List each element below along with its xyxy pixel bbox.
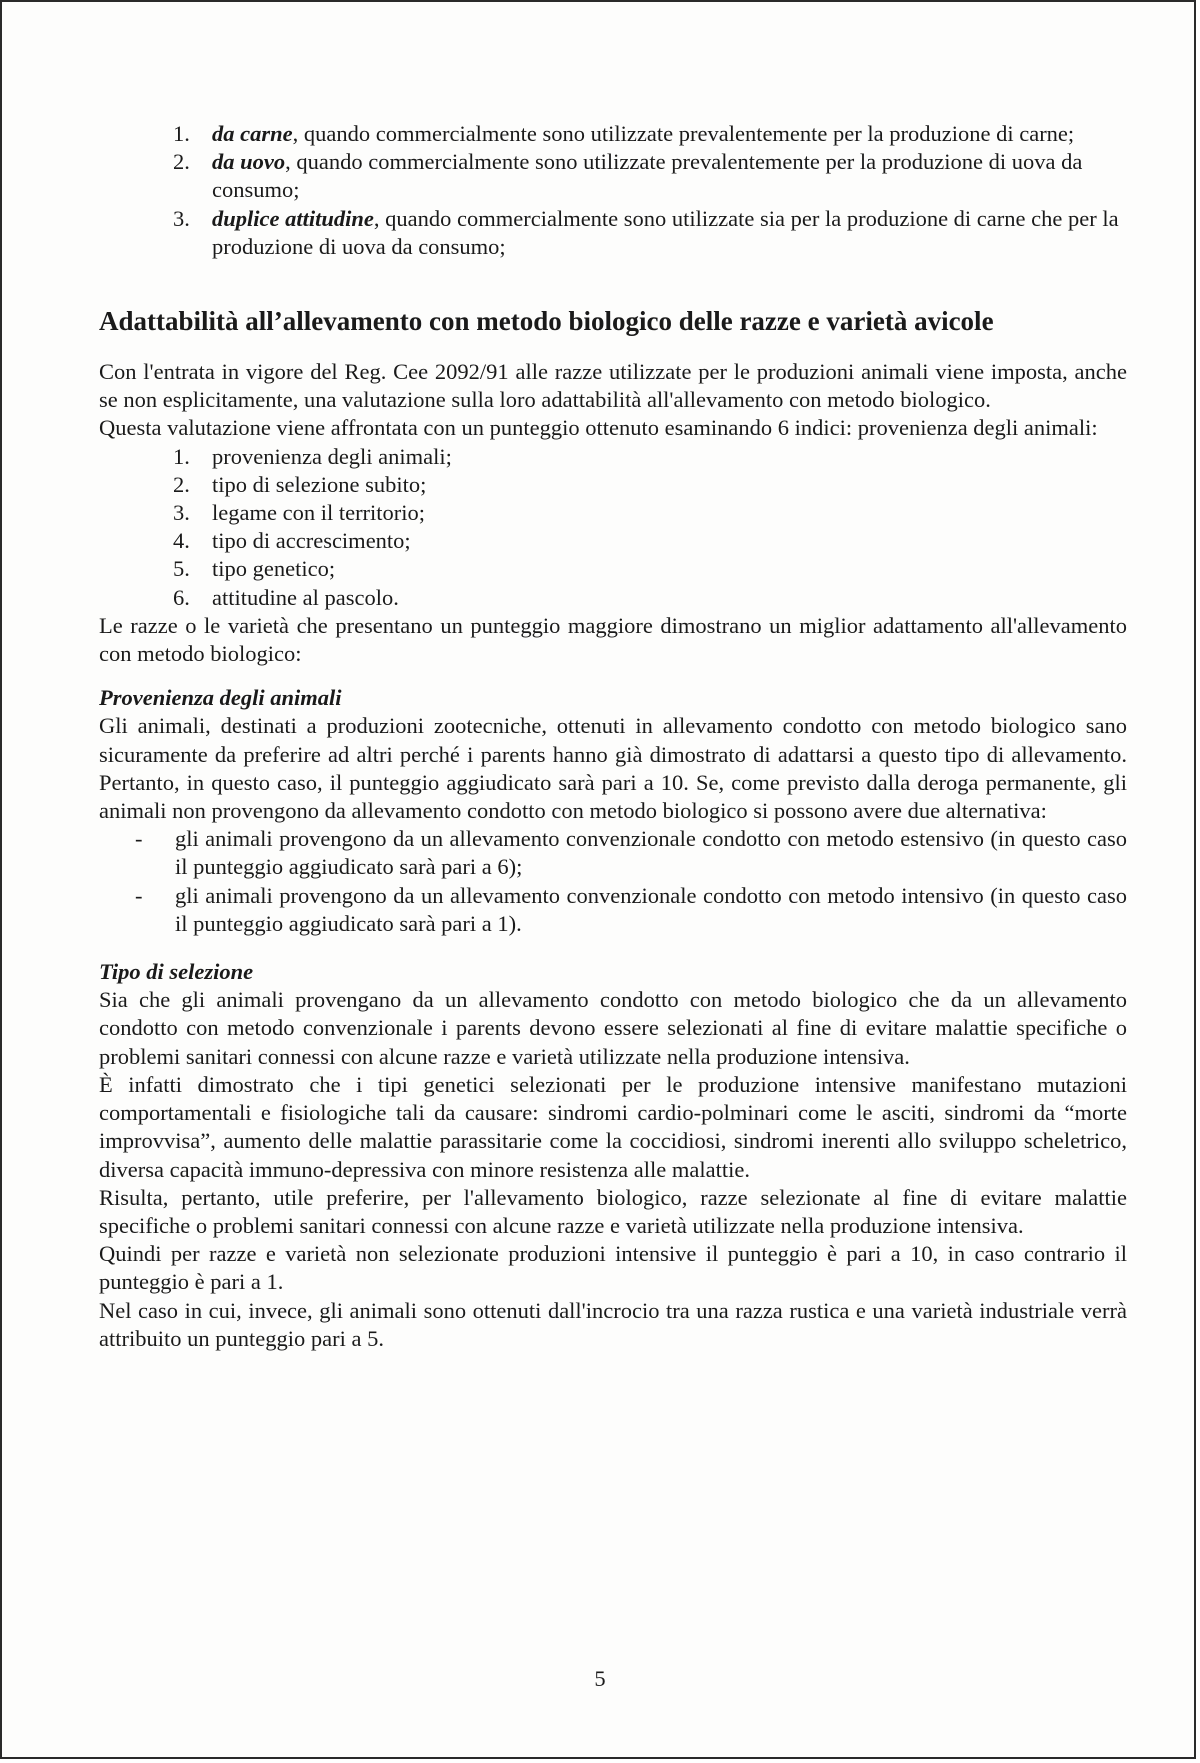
- list-text: , quando commercialmente sono utilizzate prevalentemente per la produzione di carne;: [292, 121, 1075, 146]
- list-item: [99, 555, 1127, 583]
- criteria-list: [99, 443, 1127, 612]
- list-number: 2.: [173, 471, 190, 497]
- subsection-title: Tipo di selezione: [99, 959, 254, 985]
- list-text: gli animali provengono da un allevamento convenzionale condotto con metodo estensivo (in questo caso il punteggio aggiudicato sarà pari a 6);: [175, 826, 1127, 880]
- attitude-list: [99, 120, 1127, 261]
- list-item: [99, 205, 1127, 261]
- paragraph: Nel caso in cui, invece, gli animali sono ottenuti dall'incrocio tra una razza rustica e una varietà industriale verrà attribuito un punteggio pari a 5.: [99, 1297, 1127, 1351]
- list-text: provenienza degli animali;: [212, 443, 452, 469]
- list-number: 6.: [173, 584, 190, 610]
- list-item: [99, 471, 1127, 499]
- list-number: 3.: [173, 500, 190, 526]
- list-item: [99, 882, 1127, 938]
- paragraph: Con l'entrata in vigore del Reg. Cee 2092/91 alle razze utilizzate per le produzioni animali viene imposta, anche se non esplicitamente, una valutazione sulla loro adattabilità all'allevamento con metodo biologico.: [99, 359, 1127, 413]
- list-number: 2.: [173, 149, 190, 175]
- list-text: , quando commercialmente sono utilizzate sia per la produzione di carne che per la produzione di uova da consumo;: [212, 205, 1119, 259]
- section-heading: Adattabilità all’allevamento con metodo biologico delle razze e varietà avicole: [99, 306, 994, 337]
- paragraph: Quindi per razze e varietà non selezionate produzioni intensive il punteggio è pari a 10, in caso contrario il punteggio è pari a 1.: [99, 1241, 1127, 1295]
- list-text: attitudine al pascolo.: [212, 584, 399, 610]
- dash-mark: -: [135, 882, 143, 908]
- dash-mark: -: [135, 826, 143, 852]
- list-term: duplice attitudine: [212, 205, 374, 231]
- list-number: 1.: [173, 121, 190, 146]
- list-text: tipo genetico;: [212, 556, 336, 582]
- paragraph: Questa valutazione viene affrontata con un punteggio ottenuto esaminando 6 indici: provenienza degli animali:: [99, 415, 1098, 441]
- page-content: [99, 120, 1127, 1353]
- page-number: 5: [594, 1666, 606, 1691]
- list-number: 5.: [173, 556, 190, 582]
- list-term: da carne: [212, 121, 293, 146]
- list-item: [99, 443, 1127, 471]
- paragraph: Sia che gli animali provengano da un allevamento condotto con metodo biologico che da un allevamento condotto con metodo convenzionale i parents devono essere selezionati al fine di evitare malattie specifiche o problemi sanitari connessi con alcune razze e varietà utilizzate nella produzione intensiva.: [99, 987, 1127, 1069]
- list-item: [99, 584, 1127, 612]
- list-text: , quando commercialmente sono utilizzate prevalentemente per la produzione di uova da consumo;: [212, 149, 1083, 203]
- list-text: gli animali provengono da un allevamento convenzionale condotto con metodo intensivo (in questo caso il punteggio aggiudicato sarà pari a 1).: [175, 882, 1127, 936]
- paragraph: Risulta, pertanto, utile preferire, per l'allevamento biologico, razze selezionate al fine di evitare malattie specifiche o problemi sanitari connessi con alcune razze e varietà utilizzate nella produzione intensiva.: [99, 1184, 1127, 1238]
- list-text: tipo di accrescimento;: [212, 528, 411, 554]
- paragraph: Gli animali, destinati a produzioni zootecniche, ottenuti in allevamento condotto con metodo biologico sano sicuramente da preferire ad altri perché i parents hanno già dimostrato di adattarsi a questo tipo di allevamento. Pertanto, in questo caso, il punteggio aggiudicato sarà pari a 10. Se, come previsto dalla deroga permanente, gli animali non provengono da allevamento condotto con metodo biologico si possono avere due alternativa:: [99, 713, 1127, 824]
- list-number: 4.: [173, 528, 190, 554]
- list-number: 3.: [173, 205, 190, 231]
- list-item: [99, 120, 1127, 148]
- list-item: [99, 148, 1127, 204]
- list-item: [99, 499, 1127, 527]
- paragraph: È infatti dimostrato che i tipi genetici selezionati per le produzione intensive manifestano mutazioni comportamentali e fisiologiche tali da causare: sindromi cardio-polminari come le asciti, sindromi da “morte improvvisa”, aumento delle malattie parassitarie come la coccidiosi, sindromi inerenti allo sviluppo scheletrico, diversa capacità immuno-depressiva con minore resistenza alle malattie.: [99, 1071, 1127, 1182]
- alternatives-list: [99, 825, 1127, 938]
- list-text: legame con il territorio;: [212, 500, 426, 526]
- subsection-title: Provenienza degli animali: [99, 685, 342, 711]
- list-item: [99, 825, 1127, 881]
- list-item: [99, 527, 1127, 555]
- list-term: da uovo: [212, 149, 286, 175]
- paragraph: Le razze o le varietà che presentano un punteggio maggiore dimostrano un miglior adattamento all'allevamento con metodo biologico:: [99, 612, 1127, 667]
- list-number: 1.: [173, 443, 190, 469]
- list-text: tipo di selezione subito;: [212, 471, 427, 497]
